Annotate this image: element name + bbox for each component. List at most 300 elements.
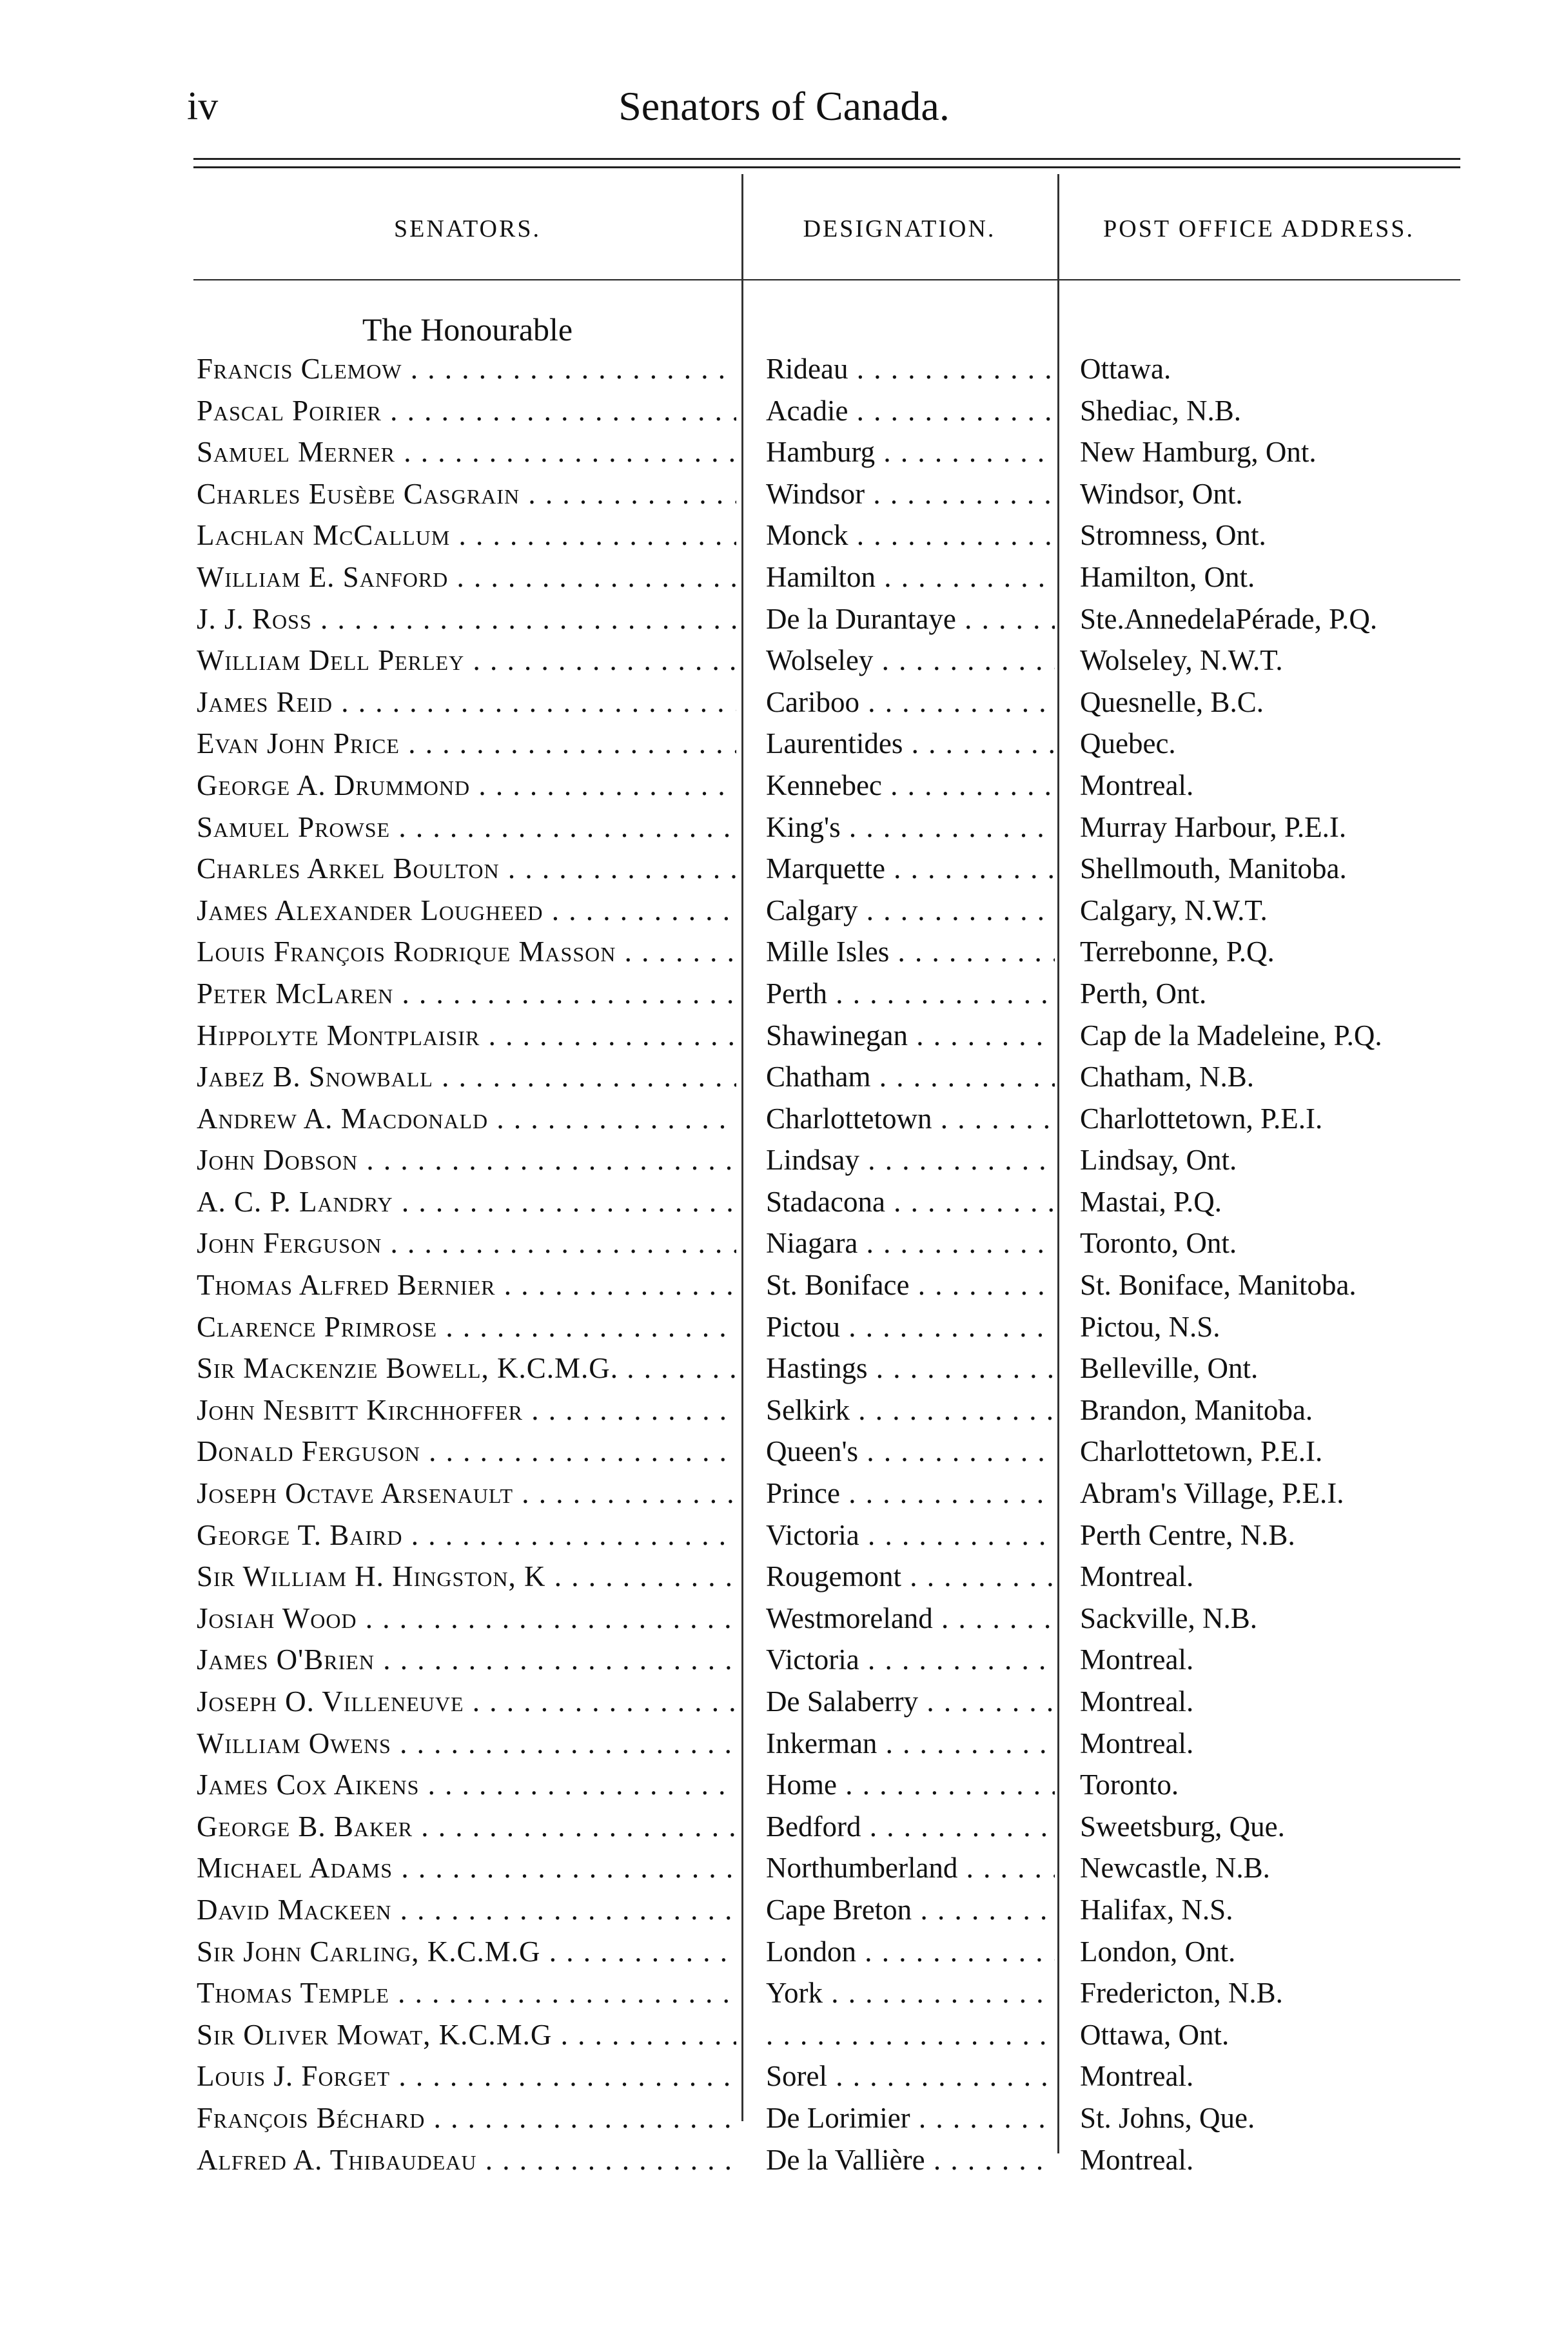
designation-cell: Laurentides bbox=[766, 727, 903, 760]
designation-cell-cell bbox=[766, 598, 1055, 640]
leader-dots bbox=[859, 686, 1055, 718]
post-office-cell-cell bbox=[1080, 1681, 1531, 1723]
designation-cell: Northumberland bbox=[766, 1852, 958, 1885]
leader-dots bbox=[393, 1852, 736, 1884]
post-office-cell: Montreal. bbox=[1080, 2060, 1194, 2093]
senator-name-cell bbox=[197, 1972, 736, 2014]
post-office-cell-cell bbox=[1080, 1847, 1531, 1889]
senator-name-cell bbox=[197, 1639, 736, 1681]
post-office-cell-cell bbox=[1080, 1473, 1531, 1514]
designation-cell: Prince bbox=[766, 1477, 840, 1510]
senator-name: James Cox Aikens bbox=[197, 1769, 420, 1801]
designation-cell: St. Boniface bbox=[766, 1269, 910, 1302]
leader-dots bbox=[827, 977, 1055, 1010]
leader-dots bbox=[390, 2060, 736, 2092]
leader-dots bbox=[513, 1477, 736, 1509]
senator-name-cell bbox=[197, 390, 736, 432]
designation-cell-cell bbox=[766, 1015, 1055, 1057]
designation-cell-cell bbox=[766, 1598, 1055, 1640]
senator-name: A. C. P. Landry bbox=[197, 1185, 393, 1218]
senator-name-cell bbox=[197, 1681, 736, 1723]
leader-dots bbox=[910, 2102, 1055, 2134]
senator-name: James Reid bbox=[197, 685, 333, 718]
designation-cell: Cape Breton bbox=[766, 1893, 912, 1926]
post-office-cell: Charlottetown, P.E.I. bbox=[1080, 1102, 1323, 1135]
senator-name: Louis J. Forget bbox=[197, 2060, 391, 2093]
table-row bbox=[0, 514, 1568, 556]
senator-name-cell bbox=[197, 807, 736, 848]
senator-name: Evan John Price bbox=[197, 727, 400, 760]
leader-dots bbox=[448, 561, 736, 593]
senator-name-cell bbox=[197, 431, 736, 473]
designation-cell-cell bbox=[766, 681, 1055, 723]
post-office-cell: Ottawa. bbox=[1080, 353, 1171, 385]
designation-cell-cell bbox=[766, 1556, 1055, 1598]
senator-name: Sir William H. Hingston, K bbox=[197, 1560, 546, 1593]
leader-dots bbox=[877, 1727, 1055, 1759]
senator-name-cell bbox=[197, 2055, 736, 2097]
senator-name-cell bbox=[197, 1264, 736, 1306]
leader-dots bbox=[885, 1186, 1055, 1218]
leader-dots bbox=[500, 852, 736, 885]
leader-dots bbox=[546, 1560, 736, 1592]
top-rule bbox=[193, 158, 1460, 160]
post-office-cell: Halifax, N.S. bbox=[1080, 1893, 1233, 1926]
designation-cell-cell bbox=[766, 807, 1055, 848]
leader-dots bbox=[464, 644, 736, 676]
post-office-cell: Sweetsburg, Que. bbox=[1080, 1810, 1285, 1843]
leader-dots bbox=[903, 727, 1055, 760]
senator-name: Josiah Wood bbox=[197, 1602, 357, 1634]
senator-name-cell bbox=[197, 1222, 736, 1264]
senator-name: Samuel Prowse bbox=[197, 810, 391, 843]
senator-name-cell bbox=[197, 1181, 736, 1223]
post-office-cell: Windsor, Ont. bbox=[1080, 477, 1243, 510]
column-header-designation: DESIGNATION. bbox=[803, 215, 996, 242]
designation-cell-cell bbox=[766, 1514, 1055, 1556]
senator-name: Clarence Primrose bbox=[197, 1310, 438, 1343]
designation-cell-cell bbox=[766, 473, 1055, 515]
leader-dots bbox=[859, 1519, 1055, 1551]
designation-cell-cell bbox=[766, 1723, 1055, 1765]
table-row bbox=[0, 2014, 1568, 2056]
table-row bbox=[0, 1889, 1568, 1931]
table-row bbox=[0, 1264, 1568, 1306]
senator-name-cell bbox=[197, 2097, 736, 2139]
column-header-senators: SENATORS. bbox=[394, 215, 541, 242]
senator-name-cell bbox=[197, 1056, 736, 1098]
senator-name: Michael Adams bbox=[197, 1852, 393, 1885]
table-row bbox=[0, 390, 1568, 432]
designation-cell-cell bbox=[766, 723, 1055, 765]
post-office-cell: Murray Harbour, P.E.I. bbox=[1080, 810, 1347, 843]
designation-cell: Shawinegan bbox=[766, 1019, 908, 1052]
designation-cell: De la Durantaye bbox=[766, 602, 956, 635]
post-office-cell: St. Johns, Que. bbox=[1080, 2101, 1255, 2134]
table-row bbox=[0, 1598, 1568, 1640]
designation-cell-cell bbox=[766, 1056, 1055, 1098]
designation-cell-cell bbox=[766, 514, 1055, 556]
designation-cell-cell bbox=[766, 1972, 1055, 2014]
designation-cell: Monck bbox=[766, 519, 848, 552]
senator-name: Louis François Rodrique Masson bbox=[197, 936, 616, 968]
leader-dots bbox=[861, 1810, 1055, 1843]
senator-name-cell bbox=[197, 1473, 736, 1514]
designation-cell: Westmoreland bbox=[766, 1602, 933, 1634]
senator-name: Samuel Merner bbox=[197, 436, 395, 469]
leader-dots bbox=[870, 1061, 1055, 1093]
senator-name: Donald Ferguson bbox=[197, 1435, 420, 1468]
senator-name: Sir Mackenzie Bowell, K.C.M.G. bbox=[197, 1352, 618, 1385]
salutation: The Honourable bbox=[362, 311, 573, 348]
leader-dots bbox=[859, 1643, 1055, 1676]
designation-cell-cell bbox=[766, 931, 1055, 973]
post-office-cell: Pictou, N.S. bbox=[1080, 1310, 1220, 1343]
leader-dots bbox=[889, 936, 1055, 968]
post-office-cell: Wolseley, N.W.T. bbox=[1080, 644, 1283, 677]
leader-dots bbox=[957, 1852, 1055, 1884]
table-row bbox=[0, 1847, 1568, 1889]
post-office-cell: Perth Centre, N.B. bbox=[1080, 1518, 1295, 1551]
table-row bbox=[0, 1556, 1568, 1598]
senator-name-cell bbox=[197, 1723, 736, 1765]
senator-name: Jabez B. Snowball bbox=[197, 1061, 433, 1093]
senator-name-cell bbox=[197, 1514, 736, 1556]
designation-cell: Pictou bbox=[766, 1310, 841, 1343]
leader-dots bbox=[488, 1102, 736, 1135]
post-office-cell-cell bbox=[1080, 1348, 1531, 1389]
senator-name-cell bbox=[197, 473, 736, 515]
table-row bbox=[0, 1056, 1568, 1098]
senator-name-cell bbox=[197, 765, 736, 807]
table-row bbox=[0, 431, 1568, 473]
table-row bbox=[0, 848, 1568, 890]
senator-name: Andrew A. Macdonald bbox=[197, 1102, 489, 1135]
designation-cell: Wolseley bbox=[766, 644, 874, 677]
post-office-cell-cell bbox=[1080, 1931, 1531, 1973]
leader-dots bbox=[876, 561, 1055, 593]
designation-cell-cell bbox=[766, 556, 1055, 598]
designation-cell: Chatham bbox=[766, 1061, 871, 1093]
leader-dots bbox=[875, 436, 1055, 468]
post-office-cell: Belleville, Ont. bbox=[1080, 1352, 1259, 1385]
table-row bbox=[0, 1681, 1568, 1723]
post-office-cell-cell bbox=[1080, 807, 1531, 848]
post-office-cell-cell bbox=[1080, 1556, 1531, 1598]
leader-dots bbox=[618, 1352, 736, 1384]
leader-dots bbox=[956, 603, 1055, 635]
senator-name: William E. Sanford bbox=[197, 560, 449, 593]
senator-name: Joseph O. Villeneuve bbox=[197, 1685, 464, 1718]
designation-cell-cell bbox=[766, 848, 1055, 890]
leader-dots bbox=[848, 395, 1055, 427]
post-office-cell-cell bbox=[1080, 1723, 1531, 1765]
senator-name: Peter McLaren bbox=[197, 977, 394, 1010]
post-office-cell-cell bbox=[1080, 640, 1531, 681]
senator-name: Alfred A. Thibaudeau bbox=[197, 2143, 477, 2176]
column-header-post-office: POST OFFICE ADDRESS. bbox=[1103, 215, 1415, 242]
leader-dots bbox=[827, 2060, 1055, 2092]
post-office-cell: St. Boniface, Manitoba. bbox=[1080, 1269, 1357, 1302]
leader-dots bbox=[858, 894, 1055, 926]
post-office-cell: Chatham, N.B. bbox=[1080, 1061, 1254, 1093]
designation-cell: Home bbox=[766, 1769, 837, 1801]
designation-cell-cell bbox=[766, 1764, 1055, 1806]
leader-dots bbox=[395, 436, 736, 468]
post-office-cell: London, Ont. bbox=[1080, 1935, 1236, 1968]
designation-cell: Lindsay bbox=[766, 1144, 859, 1177]
leader-dots bbox=[520, 478, 736, 510]
leader-dots bbox=[480, 1019, 736, 1052]
designation-cell-cell bbox=[766, 1306, 1055, 1348]
designation-cell: De la Vallière bbox=[766, 2143, 925, 2176]
leader-dots bbox=[858, 1435, 1055, 1467]
post-office-cell: Abram's Village, P.E.I. bbox=[1080, 1477, 1344, 1510]
designation-cell-cell bbox=[766, 348, 1055, 390]
senator-name: George A. Drummond bbox=[197, 769, 471, 801]
senator-name-cell bbox=[197, 848, 736, 890]
designation-cell: Victoria bbox=[766, 1643, 859, 1676]
post-office-cell-cell bbox=[1080, 473, 1531, 515]
leader-dots bbox=[850, 1394, 1055, 1426]
post-office-cell-cell bbox=[1080, 556, 1531, 598]
leader-dots bbox=[433, 1061, 736, 1093]
designation-cell: Marquette bbox=[766, 852, 885, 885]
senator-name: Francis Clemow bbox=[197, 353, 402, 385]
designation-cell: Hastings bbox=[766, 1352, 868, 1385]
designation-cell-cell bbox=[766, 431, 1055, 473]
post-office-cell: Brandon, Manitoba. bbox=[1080, 1393, 1313, 1426]
post-office-cell: Quebec. bbox=[1080, 727, 1176, 760]
table-row bbox=[0, 556, 1568, 598]
designation-cell-cell bbox=[766, 1181, 1055, 1223]
designation-cell: Rougemont bbox=[766, 1560, 901, 1593]
leader-dots bbox=[333, 686, 736, 718]
post-office-cell: Montreal. bbox=[1080, 1685, 1194, 1718]
senator-name-cell bbox=[197, 348, 736, 390]
designation-cell: Queen's bbox=[766, 1435, 859, 1468]
leader-dots bbox=[837, 1769, 1055, 1801]
post-office-cell-cell bbox=[1080, 765, 1531, 807]
leader-dots bbox=[901, 1560, 1055, 1592]
table-row bbox=[0, 807, 1568, 848]
page-header bbox=[0, 77, 1568, 135]
senator-name: J. J. Ross bbox=[197, 602, 312, 635]
leader-dots bbox=[413, 1810, 736, 1843]
leader-dots bbox=[541, 1936, 736, 1968]
post-office-cell-cell bbox=[1080, 1222, 1531, 1264]
designation-cell: York bbox=[766, 1977, 823, 2010]
post-office-cell-cell bbox=[1080, 1639, 1531, 1681]
leader-dots bbox=[393, 1186, 736, 1218]
post-office-cell: Mastai, P.Q. bbox=[1080, 1185, 1222, 1218]
senator-name: William Owens bbox=[197, 1727, 391, 1759]
table-row bbox=[0, 1098, 1568, 1140]
post-office-cell: Stromness, Ont. bbox=[1080, 519, 1266, 552]
senator-name-cell bbox=[197, 1889, 736, 1931]
table-row bbox=[0, 890, 1568, 932]
table-row bbox=[0, 1222, 1568, 1264]
table-row bbox=[0, 348, 1568, 390]
leader-dots bbox=[375, 1643, 736, 1676]
post-office-cell: Newcastle, N.B. bbox=[1080, 1852, 1270, 1885]
table-row bbox=[0, 1015, 1568, 1057]
leader-dots bbox=[932, 1102, 1055, 1135]
designation-cell-cell bbox=[766, 1389, 1055, 1431]
leader-dots bbox=[868, 1352, 1055, 1384]
senator-name-cell bbox=[197, 640, 736, 681]
post-office-cell-cell bbox=[1080, 1972, 1531, 2014]
senator-name-cell bbox=[197, 681, 736, 723]
table-row bbox=[0, 1764, 1568, 1806]
designation-cell-cell bbox=[766, 1639, 1055, 1681]
post-office-cell: Shediac, N.B. bbox=[1080, 394, 1241, 427]
post-office-cell-cell bbox=[1080, 931, 1531, 973]
designation-cell-cell bbox=[766, 2097, 1055, 2139]
post-office-cell: Ste.AnnedelaPérade, P.Q. bbox=[1080, 602, 1378, 635]
leader-dots bbox=[859, 1144, 1055, 1176]
post-office-cell-cell bbox=[1080, 2139, 1531, 2181]
senator-name: François Béchard bbox=[197, 2101, 426, 2134]
leader-dots bbox=[496, 1269, 737, 1301]
leader-dots bbox=[848, 353, 1055, 385]
designation-cell-cell bbox=[766, 2055, 1055, 2097]
leader-dots bbox=[419, 1769, 736, 1801]
post-office-cell-cell bbox=[1080, 1764, 1531, 1806]
table-row bbox=[0, 1972, 1568, 2014]
senator-name: Joseph Octave Arsenault bbox=[197, 1477, 514, 1510]
designation-cell-cell bbox=[766, 1431, 1055, 1473]
leader-dots bbox=[912, 1894, 1055, 1926]
designation-cell-cell bbox=[766, 1264, 1055, 1306]
post-office-cell-cell bbox=[1080, 2014, 1531, 2056]
table-row bbox=[0, 1514, 1568, 1556]
leader-dots bbox=[523, 1394, 736, 1426]
post-office-cell: Charlottetown, P.E.I. bbox=[1080, 1435, 1323, 1468]
senator-name-cell bbox=[197, 1931, 736, 1973]
senator-name: George B. Baker bbox=[197, 1810, 413, 1843]
leader-dots bbox=[402, 1519, 736, 1551]
designation-cell: Cariboo bbox=[766, 685, 859, 718]
leader-dots bbox=[382, 1227, 736, 1259]
designation-cell-cell bbox=[766, 1473, 1055, 1514]
post-office-cell: Terrebonne, P.Q. bbox=[1080, 936, 1275, 968]
post-office-cell: Hamilton, Ont. bbox=[1080, 560, 1255, 593]
designation-cell: Bedford bbox=[766, 1810, 861, 1843]
table-row bbox=[0, 2097, 1568, 2139]
post-office-cell: Ottawa, Ont. bbox=[1080, 2018, 1230, 2051]
senator-name-cell bbox=[197, 514, 736, 556]
table-row bbox=[0, 473, 1568, 515]
page-title: Senators of Canada. bbox=[618, 83, 950, 129]
post-office-cell-cell bbox=[1080, 1056, 1531, 1098]
designation-cell: Selkirk bbox=[766, 1393, 850, 1426]
leader-dots bbox=[873, 644, 1055, 676]
senator-name: David Mackeen bbox=[197, 1893, 392, 1926]
leader-dots bbox=[357, 1602, 736, 1634]
leader-dots bbox=[616, 936, 736, 968]
designation-cell-cell bbox=[766, 973, 1055, 1015]
post-office-cell-cell bbox=[1080, 1889, 1531, 1931]
post-office-cell-cell bbox=[1080, 1598, 1531, 1640]
senator-name: Charles Eusèbe Casgrain bbox=[197, 477, 520, 510]
post-office-cell-cell bbox=[1080, 1389, 1531, 1431]
designation-cell-cell bbox=[766, 1931, 1055, 1973]
senator-name-cell bbox=[197, 2139, 736, 2181]
designation-cell: De Lorimier bbox=[766, 2101, 910, 2134]
leader-dots bbox=[382, 395, 736, 427]
designation-cell: Perth bbox=[766, 977, 827, 1010]
post-office-cell-cell bbox=[1080, 2097, 1531, 2139]
post-office-cell: Toronto. bbox=[1080, 1769, 1179, 1801]
post-office-cell-cell bbox=[1080, 1514, 1531, 1556]
post-office-cell: Lindsay, Ont. bbox=[1080, 1144, 1237, 1177]
leader-dots bbox=[882, 769, 1055, 801]
senator-name: Thomas Alfred Bernier bbox=[197, 1269, 496, 1302]
leader-dots bbox=[840, 1311, 1055, 1343]
senator-name-cell bbox=[197, 1306, 736, 1348]
table-row bbox=[0, 973, 1568, 1015]
leader-dots bbox=[402, 353, 736, 385]
senator-name-cell bbox=[197, 598, 736, 640]
designation-cell-cell bbox=[766, 2139, 1055, 2181]
designation-cell: Sorel bbox=[766, 2060, 827, 2093]
post-office-cell: Calgary, N.W.T. bbox=[1080, 894, 1268, 926]
designation-cell-cell bbox=[766, 1222, 1055, 1264]
leader-dots bbox=[552, 2019, 736, 2051]
leader-dots bbox=[390, 811, 736, 843]
senator-name-cell bbox=[197, 1806, 736, 1848]
senator-name-cell bbox=[197, 1139, 736, 1181]
senator-name-cell bbox=[197, 1598, 736, 1640]
post-office-cell: Montreal. bbox=[1080, 769, 1194, 801]
senator-name: James Alexander Lougheed bbox=[197, 894, 544, 926]
leader-dots bbox=[543, 894, 736, 926]
post-office-cell: Sackville, N.B. bbox=[1080, 1602, 1257, 1634]
post-office-cell: Montreal. bbox=[1080, 1560, 1194, 1593]
post-office-cell-cell bbox=[1080, 390, 1531, 432]
designation-cell-cell bbox=[766, 1806, 1055, 1848]
post-office-cell-cell bbox=[1080, 1098, 1531, 1140]
table-row bbox=[0, 640, 1568, 681]
senator-name-cell bbox=[197, 1431, 736, 1473]
senator-name-cell bbox=[197, 723, 736, 765]
senator-name-cell bbox=[197, 2014, 736, 2056]
senators-table bbox=[0, 348, 1568, 2180]
leader-dots bbox=[908, 1019, 1055, 1052]
table-row bbox=[0, 1931, 1568, 1973]
table-row bbox=[0, 598, 1568, 640]
leader-dots bbox=[464, 1685, 736, 1718]
header-rule bbox=[193, 279, 1460, 280]
senator-name-cell bbox=[197, 1764, 736, 1806]
leader-dots bbox=[389, 1977, 736, 2009]
post-office-cell-cell bbox=[1080, 890, 1531, 932]
senator-name: Pascal Poirier bbox=[197, 394, 382, 427]
senator-name: Hippolyte Montplaisir bbox=[197, 1019, 480, 1052]
page-number: iv bbox=[187, 84, 219, 128]
post-office-cell: Perth, Ont. bbox=[1080, 977, 1207, 1010]
table-row bbox=[0, 931, 1568, 973]
senator-name: John Dobson bbox=[197, 1144, 358, 1177]
designation-cell-cell bbox=[766, 1139, 1055, 1181]
post-office-cell-cell bbox=[1080, 681, 1531, 723]
senator-name: Charles Arkel Boulton bbox=[197, 852, 500, 885]
senator-name: John Ferguson bbox=[197, 1227, 382, 1260]
post-office-cell: Montreal. bbox=[1080, 1727, 1194, 1759]
leader-dots bbox=[400, 727, 736, 760]
leader-dots bbox=[470, 769, 736, 801]
